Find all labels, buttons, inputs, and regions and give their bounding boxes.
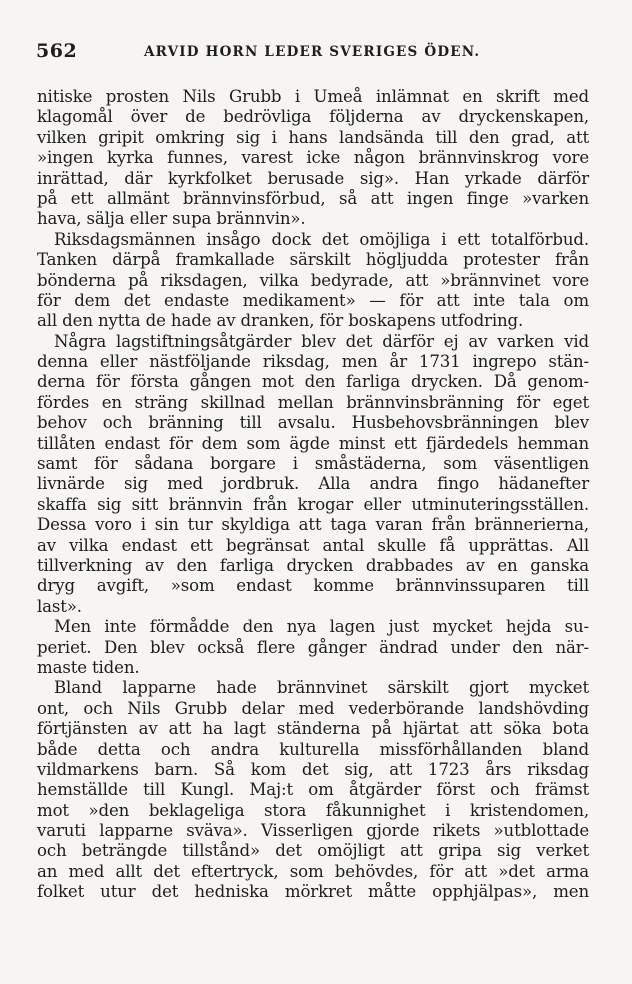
running-head <box>36 40 596 66</box>
text-line: inrättad, där kyrkfolket berusade sig». Han yrkade därför <box>37 168 589 188</box>
body-text <box>37 87 589 903</box>
text-line: för dem det endaste medikament» — för att inte tala om <box>37 290 589 310</box>
text-line: Några lagstiftningsåtgärder blev det därför ej av varken vid <box>54 331 589 351</box>
text-line: dryg avgift, »som endast komme brännvinssuparen till <box>37 576 589 596</box>
text-line: periet. Den blev också flere gånger ändrad under den när- <box>37 637 589 657</box>
text-line: mot »den beklageliga stora fåkunnighet i kristendomen, <box>37 800 589 820</box>
text-line: klagomål över de bedrövliga följderna av dryckenskapen, <box>37 107 589 127</box>
text-line: Men inte förmådde den nya lagen just mycket hejda su- <box>54 617 589 637</box>
text-line: all den nytta de hade av dranken, för boskapens utfodring. <box>37 311 524 331</box>
text-line: denna eller nästföljande riksdag, men år 1731 ingrepo stän- <box>37 352 589 372</box>
text-line: på ett allmänt brännvinsförbud, så att ingen finge »varken <box>37 188 589 208</box>
text-line: samt för sådana borgare i småstäderna, som väsentligen <box>37 454 589 474</box>
text-line: varuti lapparne sväva». Visserligen gjorde rikets »utblottade <box>37 821 589 841</box>
text-line: vilken gripit omkring sig i hans landsända till den grad, att <box>37 127 589 147</box>
running-title: ARVID HORN LEDER SVERIGES ÖDEN. <box>144 44 481 60</box>
text-line: Dessa voro i sin tur skyldiga att taga varan från brännerierna, <box>37 515 589 535</box>
text-line: förtjänsten av att ha lagt ständerna på hjärtat att söka bota <box>37 719 589 739</box>
text-line: behov och bränning till avsalu. Husbehovsbränningen blev <box>37 413 589 433</box>
text-line: skaffa sig sitt brännvin från krogar eller utminuteringsställen. <box>37 494 589 514</box>
text-line: ont, och Nils Grubb delar med vederbörande landshövding <box>37 698 589 718</box>
text-line: Riksdagsmännen insågo dock det omöjliga i ett totalförbud. <box>54 229 589 249</box>
text-line: »ingen kyrka funnes, varest icke någon brännvinskrog vore <box>37 148 589 168</box>
text-line: vildmarkens barn. Så kom det sig, att 1723 års riksdag <box>37 759 589 779</box>
page-number: 562 <box>36 40 78 62</box>
text-line: nitiske prosten Nils Grubb i Umeå inlämnat en skrift med <box>37 87 589 106</box>
text-line: Tanken därpå framkallade särskilt högljudda protester från <box>37 250 589 270</box>
text-line: och beträngde tillstånd» det omöjligt att gripa sig verket <box>37 841 589 861</box>
text-line: tillverkning av den farliga drycken drabbades av en ganska <box>37 555 589 575</box>
text-line: hemställde till Kungl. Maj:t om åtgärder först och främst <box>37 780 589 800</box>
text-line: maste tiden. <box>37 657 140 677</box>
text-line: livnärde sig med jordbruk. Alla andra fingo hädanefter <box>37 474 589 494</box>
text-line: fördes en sträng skillnad mellan brännvinsbränning för eget <box>37 392 589 412</box>
text-line: derna för första gången mot den farliga drycken. Då genom- <box>37 372 589 392</box>
text-line: tillåten endast för dem som ägde minst ett fjärdedels hemman <box>37 433 589 453</box>
text-line: last». <box>37 596 82 616</box>
text-line: hava, sälja eller supa brännvin». <box>37 209 306 229</box>
text-line: Bland lapparne hade brännvinet särskilt gjort mycket <box>54 678 589 698</box>
text-line: an med allt det eftertryck, som behövdes, för att »det arma <box>37 861 589 881</box>
text-line: folket utur det hedniska mörkret måtte opphjälpas», men <box>37 882 589 902</box>
text-line: bönderna på riksdagen, vilka bedyrade, att »brännvinet vore <box>37 270 589 290</box>
text-line: både detta och andra kulturella missförhållanden bland <box>37 739 589 759</box>
text-line: av vilka endast ett begränsat antal skulle få upprättas. All <box>37 535 589 555</box>
